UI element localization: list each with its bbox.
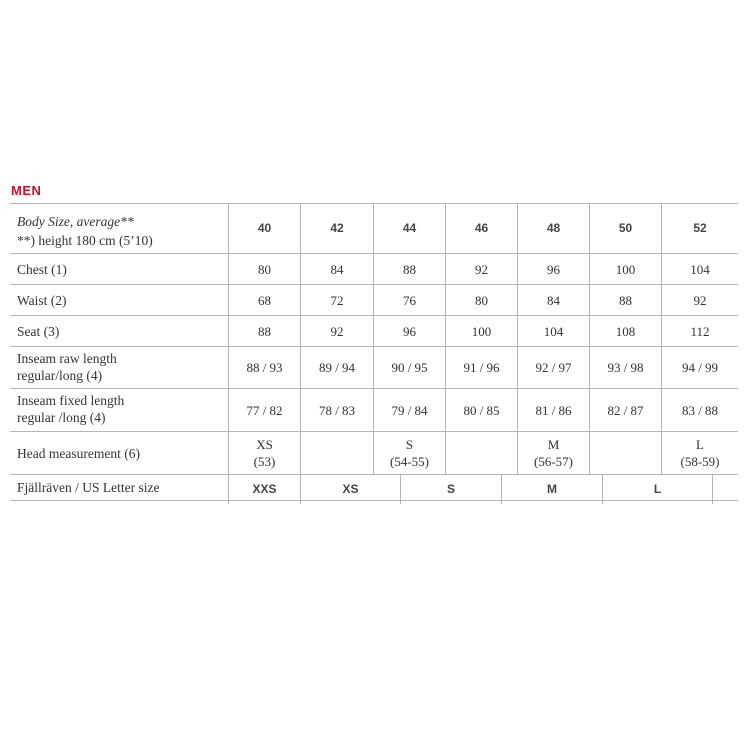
table-cell: 104: [517, 316, 589, 346]
table-cell: 88: [373, 254, 445, 284]
table-cell: 96: [373, 316, 445, 346]
table-row: [10, 315, 738, 346]
table-cell: 96: [517, 254, 589, 284]
head-size-cell: [517, 432, 589, 474]
size-header: 50: [589, 204, 661, 253]
row-label-sub: regular /long (4): [17, 410, 106, 425]
height-note: **) height 180 cm (5’10): [17, 233, 153, 248]
table-cell: 100: [589, 254, 661, 284]
table-row: [10, 253, 738, 284]
table-row: [10, 346, 738, 388]
table-cell: 90 / 95: [373, 347, 445, 388]
row-label-sub: regular/long (4): [17, 368, 103, 383]
head-size-letter: L: [696, 437, 704, 452]
size-header: 52: [661, 204, 738, 253]
table-cell: 72: [300, 285, 373, 315]
size-header: 44: [373, 204, 445, 253]
table-cell: 112: [661, 316, 738, 346]
table-cell: 80 / 85: [445, 389, 517, 431]
letter-size-cell: S: [400, 475, 501, 504]
table-cell: 100: [445, 316, 517, 346]
head-size-range: (53): [253, 454, 276, 469]
head-size-cell: [445, 432, 517, 474]
table-cell: 77 / 82: [228, 389, 300, 431]
table-cell: 91 / 96: [445, 347, 517, 388]
body-size-label: Body Size, average**: [17, 214, 134, 229]
head-size-range: (54-55): [390, 454, 429, 469]
table-cell: 76: [373, 285, 445, 315]
table-cell: 92 / 97: [517, 347, 589, 388]
table-cell: 92: [300, 316, 373, 346]
table-cell: 79 / 84: [373, 389, 445, 431]
table-cell: 82 / 87: [589, 389, 661, 431]
row-label: Chest (1): [17, 262, 67, 277]
table-cell: 108: [589, 316, 661, 346]
table-cell: 80: [445, 285, 517, 315]
row-label: Seat (3): [17, 324, 60, 339]
table-cell: 104: [661, 254, 738, 284]
row-label: Inseam raw length: [17, 351, 117, 366]
head-size-cell: [300, 432, 373, 474]
letter-size-cell: M: [501, 475, 602, 504]
size-header: 48: [517, 204, 589, 253]
header-row: [10, 203, 738, 253]
table-row: [10, 284, 738, 315]
table-cell: 84: [300, 254, 373, 284]
size-header: 40: [228, 204, 300, 253]
section-title: MEN: [11, 183, 42, 198]
row-label: Inseam fixed length: [17, 393, 125, 408]
table-cell: 83 / 88: [661, 389, 738, 431]
table-cell: 84: [517, 285, 589, 315]
table-cell: 88: [589, 285, 661, 315]
head-size-letter: M: [547, 437, 560, 452]
table-cell: 89 / 94: [300, 347, 373, 388]
table-cell: 78 / 83: [300, 389, 373, 431]
table-cell: 81 / 86: [517, 389, 589, 431]
table-cell: 93 / 98: [589, 347, 661, 388]
head-size-letter: XS: [256, 437, 273, 452]
head-size-range: (56-57): [534, 454, 573, 469]
letter-size-cell: XXS: [228, 475, 300, 504]
letter-size-cell: L: [602, 475, 712, 504]
letter-size-cell: XS: [300, 475, 400, 504]
head-size-range: (58-59): [680, 454, 720, 469]
head-size-cell: [228, 432, 300, 474]
row-label: Waist (2): [17, 293, 67, 308]
head-size-letter: S: [405, 437, 414, 452]
table-cell: 68: [228, 285, 300, 315]
head-size-cell: [589, 432, 661, 474]
head-size-cell: [373, 432, 445, 474]
table-bottom-border: [10, 500, 738, 501]
head-measurement-row: [10, 431, 738, 474]
head-size-cell: [661, 432, 738, 474]
table-cell: 92: [445, 254, 517, 284]
table-cell: 94 / 99: [661, 347, 738, 388]
table-cell: 92: [661, 285, 738, 315]
size-chart-table: [10, 203, 738, 504]
table-cell: 88: [228, 316, 300, 346]
table-cell: 88 / 93: [228, 347, 300, 388]
table-cell: 80: [228, 254, 300, 284]
size-header: 46: [445, 204, 517, 253]
row-label: Head measurement (6): [17, 446, 140, 461]
row-label: Fjällräven / US Letter size: [17, 480, 160, 495]
size-header: 42: [300, 204, 373, 253]
table-row: [10, 388, 738, 431]
